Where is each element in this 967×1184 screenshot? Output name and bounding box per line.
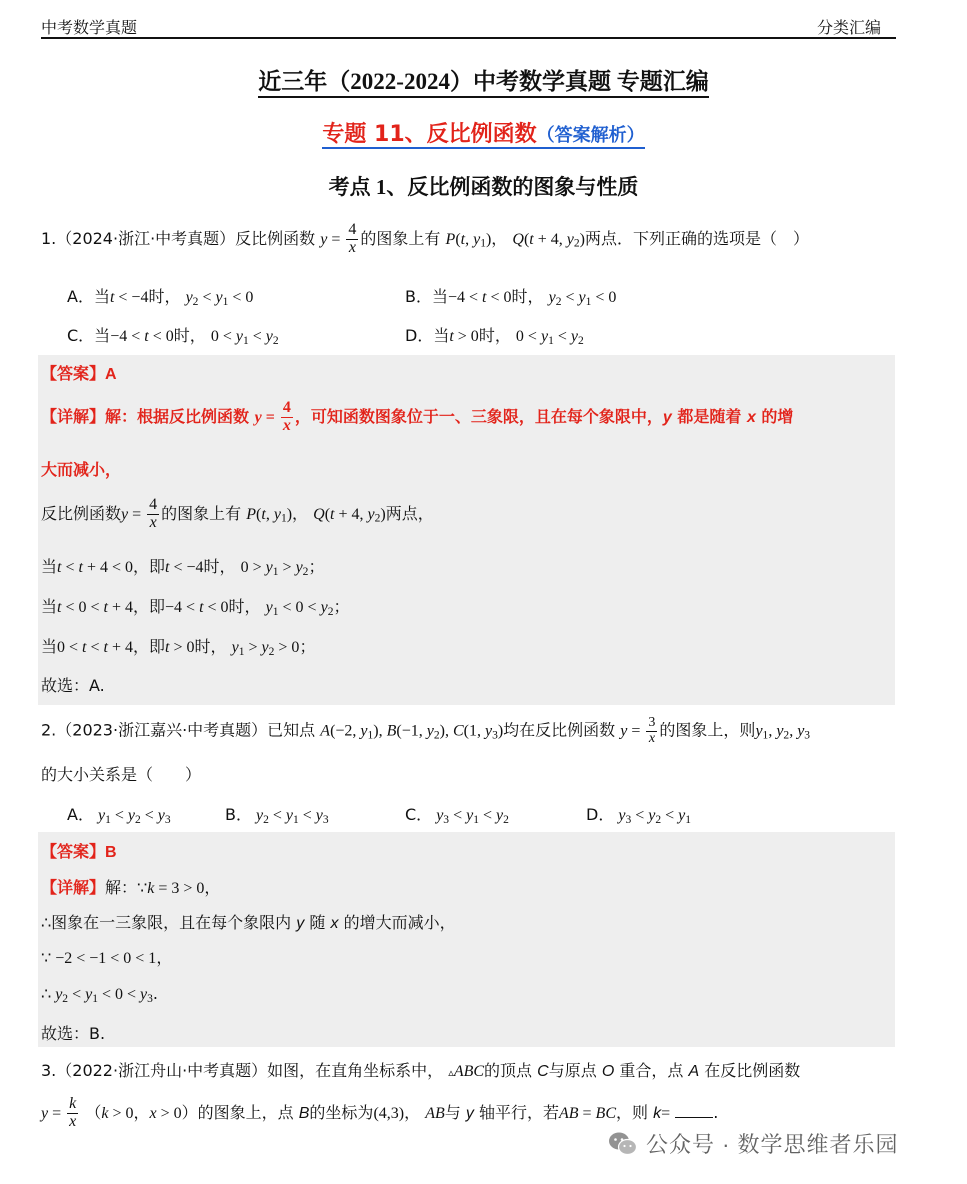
q3-stem-b: 的顶点: [484, 1061, 533, 1080]
q1-detail-label: 【详解】: [41, 406, 106, 426]
section-heading: 考点 1、反比例函数的图象与性质: [328, 175, 639, 199]
q1-l1-a: 反比例函数: [41, 503, 122, 523]
q3-l2-y: y: [465, 1104, 474, 1122]
q2-l1-c: 的增大而减小，: [343, 913, 456, 932]
q2-answer-value: B: [105, 844, 117, 861]
q1-step-2: 当t < t + 4 < 0，即t < −4时， $0 > y_1 > y_2$；: [41, 557, 325, 578]
q1-opt-c-label: C．当: [67, 326, 111, 345]
q1-l4-c: 时，: [194, 637, 227, 656]
subtitle: [0, 117, 967, 148]
subtitle-tag: （答案解析）: [536, 125, 645, 146]
q1-answer-value: A: [105, 366, 117, 383]
q1-option-a: A．当t < −4时， $y_2 < y_1 < 0$: [67, 287, 254, 308]
q2-detail: 【详解】解：∵k = 3 > 0，: [41, 878, 221, 897]
q2-stem-cont: 的大小关系是（ ）: [41, 765, 202, 784]
q2-stem-c: 的图象上，则: [659, 720, 756, 740]
q2-l1-x: x: [330, 915, 339, 932]
q3-source: （2022·浙江舟山·中考真题）: [56, 1061, 268, 1080]
q2-l1-a: ∴图象在一三象限，且在每个象限内: [41, 913, 292, 932]
q3-l2-B: B: [298, 1104, 310, 1122]
q2-opt-c-label: C．: [405, 805, 433, 824]
q3-stem: 3.（2022·浙江舟山·中考真题）如图，在直角坐标系中， ▵ABC的顶点 C与原点 O 重合，点 A 在反比例函数: [41, 1061, 801, 1080]
q3-stem-a: 如图，在直角坐标系中，: [267, 1061, 444, 1080]
q1-opt-a-label: A．当: [67, 287, 110, 306]
q1-option-d: D．当t > 0时， $0 < y_1 < y_2$: [405, 326, 584, 347]
q1-step-1: 反比例函数y = $\frac{4}{x}$ 的图象上有 P(t, $y_1$)， Q(t + 4, $y_2$)两点，: [41, 496, 434, 531]
q2-answer: [41, 839, 117, 862]
q1-step-4: 当0 < t < t + 4，即t > 0时， $y_1 > y_2 > 0$；: [41, 637, 316, 658]
q2-stem-a: 已知点: [267, 720, 316, 740]
q2-option-c: C． $y_3 < y_1 < y_2$: [405, 805, 509, 826]
q2-step-3: ∴ $y_2 < y_1 < 0 < y_3$.: [41, 984, 158, 1005]
q1-detail-y: y: [662, 408, 672, 426]
q3-answer-blank[interactable]: [675, 1103, 713, 1118]
page-title: [0, 63, 967, 96]
q3-number: 3.: [41, 1061, 57, 1080]
watermark: [608, 1128, 899, 1159]
q1-l4-a: 当: [41, 637, 58, 656]
q1-l2-b: ，即: [133, 557, 166, 576]
subtitle-main: 专题 11、反比例函数: [322, 122, 537, 147]
q3-l2-k: k: [653, 1104, 662, 1122]
q1-source: （2024·浙江·中考真题）: [56, 228, 236, 248]
q1-l2-c: 时，: [203, 557, 236, 576]
q1-l1-c: 两点，: [385, 503, 434, 523]
q1-fraction: $\frac{4}{x}$: [348, 221, 357, 256]
q2-detail-a: 解：∵: [105, 878, 148, 897]
q1-opt-b-cond: 时，: [511, 287, 544, 306]
q2-answer-label: 【答案】: [41, 842, 106, 861]
q2-option-d: D． $y_3 < y_2 < y_1$: [586, 805, 692, 826]
q3-stem-c: 与原点: [548, 1061, 597, 1080]
header-left: 中考数学真题: [41, 20, 138, 37]
q2-l1-b: 随: [309, 913, 326, 932]
q1-detail-b: ，可知函数图象位于一、三象限，且在每个象限中，: [294, 406, 663, 426]
q1-l1-b: 的图象上有: [161, 503, 242, 523]
q1-opt-d-cond: 时，: [478, 326, 511, 345]
q2-l2-a: ∵: [41, 948, 52, 967]
q1-answer: [41, 361, 117, 384]
q1-l3-b: ，即: [133, 597, 166, 616]
header-right: 分类汇编: [817, 20, 882, 37]
q2-opt-b-label: B．: [225, 805, 252, 824]
q2-step-2: ∵ −2 < −1 < 0 < 1，: [41, 948, 173, 967]
q3-l2-c: ，: [404, 1102, 421, 1122]
q2-number: 2.: [41, 720, 57, 740]
q3-l2-b: 的坐标为: [309, 1102, 374, 1122]
q1-detail-d: 的增: [761, 406, 794, 426]
q2-stem: 2.（2023·浙江嘉兴·中考真题）已知点 A(−2, $y_1$), B(−1, $y_2$), C(1, $y_3$)均在反比例函数 y = $\frac{3}{x}$ 的图象上，则$y_1$, $y_2$, $y_3$: [41, 715, 811, 746]
q1-opt-b-label: B．当: [405, 287, 448, 306]
q2-step-1: [41, 910, 456, 933]
q1-l3-c: 时，: [228, 597, 261, 616]
q1-option-b: B．当−4 < t < 0时， $y_2 < y_1 < 0$: [405, 287, 617, 308]
q3-l2-h: .: [713, 1102, 719, 1122]
q1-detail-cont: 大而减小，: [41, 460, 122, 479]
q1-l2-a: 当: [41, 557, 58, 576]
q3-l2-f: ，则: [616, 1102, 649, 1122]
q2-detail-label: 【详解】: [41, 878, 106, 897]
q1-step-3: 当t < 0 < t + 4，即−4 < t < 0时， $y_1 < 0 < y_2$；: [41, 597, 350, 618]
q3-stem-line-2: y = $\frac{k}{x}$ （k > 0，x > 0）的图象上，点 B的坐标为(4,3)， AB与 y 轴平行，若AB = BC，则 k= .: [41, 1095, 719, 1130]
watermark-text: 公众号 · 数学思维者乐园: [646, 1132, 899, 1157]
q3-l2-d: 与: [444, 1102, 461, 1122]
q1-conclusion: 故选：A.: [41, 676, 105, 695]
q1-answer-label: 【答案】: [41, 364, 106, 383]
q3-l2-eq: =: [661, 1104, 671, 1122]
q1-l4-b: ，即: [133, 637, 166, 656]
q2-source: （2023·浙江嘉兴·中考真题）: [56, 720, 268, 740]
q3-stem-A: A: [688, 1063, 700, 1080]
q1-detail-c: 都是随着: [677, 406, 742, 426]
q1-opt-c-cond: 时，: [173, 326, 206, 345]
q2-opt-d-label: D．: [586, 805, 615, 824]
q3-l2-a: 的图象上，点: [197, 1102, 294, 1122]
q2-answer-block: [38, 832, 895, 1047]
q1-opt-a-cond: 时，: [148, 287, 181, 306]
q2-l3-a: ∴: [41, 984, 52, 1003]
q1-detail-x: x: [746, 408, 756, 426]
q3-stem-e: 在反比例函数: [704, 1061, 801, 1080]
q1-stem: 1.（2024·浙江·中考真题）反比例函数 y = $\frac{4}{x}$ 的图象上有 P(t, $y_1$)， Q(t + 4, $y_2$)两点．下列正确的选项是（ ）: [41, 221, 809, 256]
q3-stem-O: O: [601, 1063, 615, 1080]
q1-option-c: C．当−4 < t < 0时， $0 < y_1 < y_2$: [67, 326, 279, 347]
q1-detail: 【详解】解：根据反比例函数 y = $\frac{4}{x}$ ，可知函数图象位于一、三象限，且在每个象限中，y 都是随着 x 的增: [41, 399, 794, 434]
q3-stem-d: 重合，点: [619, 1061, 684, 1080]
subtitle-underline: [322, 122, 645, 149]
q2-option-a: A． $y_1 < y_2 < y_3$: [67, 805, 171, 826]
wechat-icon: [608, 1131, 638, 1157]
q1-stem-a: 反比例函数: [235, 228, 316, 248]
q2-l1-y: y: [296, 915, 305, 932]
q1-detail-a: 解：根据反比例函数: [105, 406, 250, 426]
q2-option-b: B． $y_2 < y_1 < y_3$: [225, 805, 329, 826]
header-rule: [41, 37, 896, 39]
q1-number: 1.: [41, 228, 57, 248]
q2-opt-a-label: A．: [67, 805, 94, 824]
q3-l2-e: 轴平行，若: [478, 1102, 559, 1122]
q3-stem-C: C: [537, 1063, 549, 1080]
page-title-text: 近三年（2022-2024）中考数学真题 专题汇编: [258, 69, 708, 98]
q1-opt-d-label: D．当: [405, 326, 450, 345]
q2-conclusion: 故选：B.: [41, 1024, 106, 1043]
q1-stem-b: 的图象上有: [360, 228, 441, 248]
q1-stem-c: 两点．下列正确的选项是（ ）: [584, 228, 809, 248]
q1-l3-a: 当: [41, 597, 58, 616]
q2-stem-b: 均在反比例函数: [503, 720, 616, 740]
